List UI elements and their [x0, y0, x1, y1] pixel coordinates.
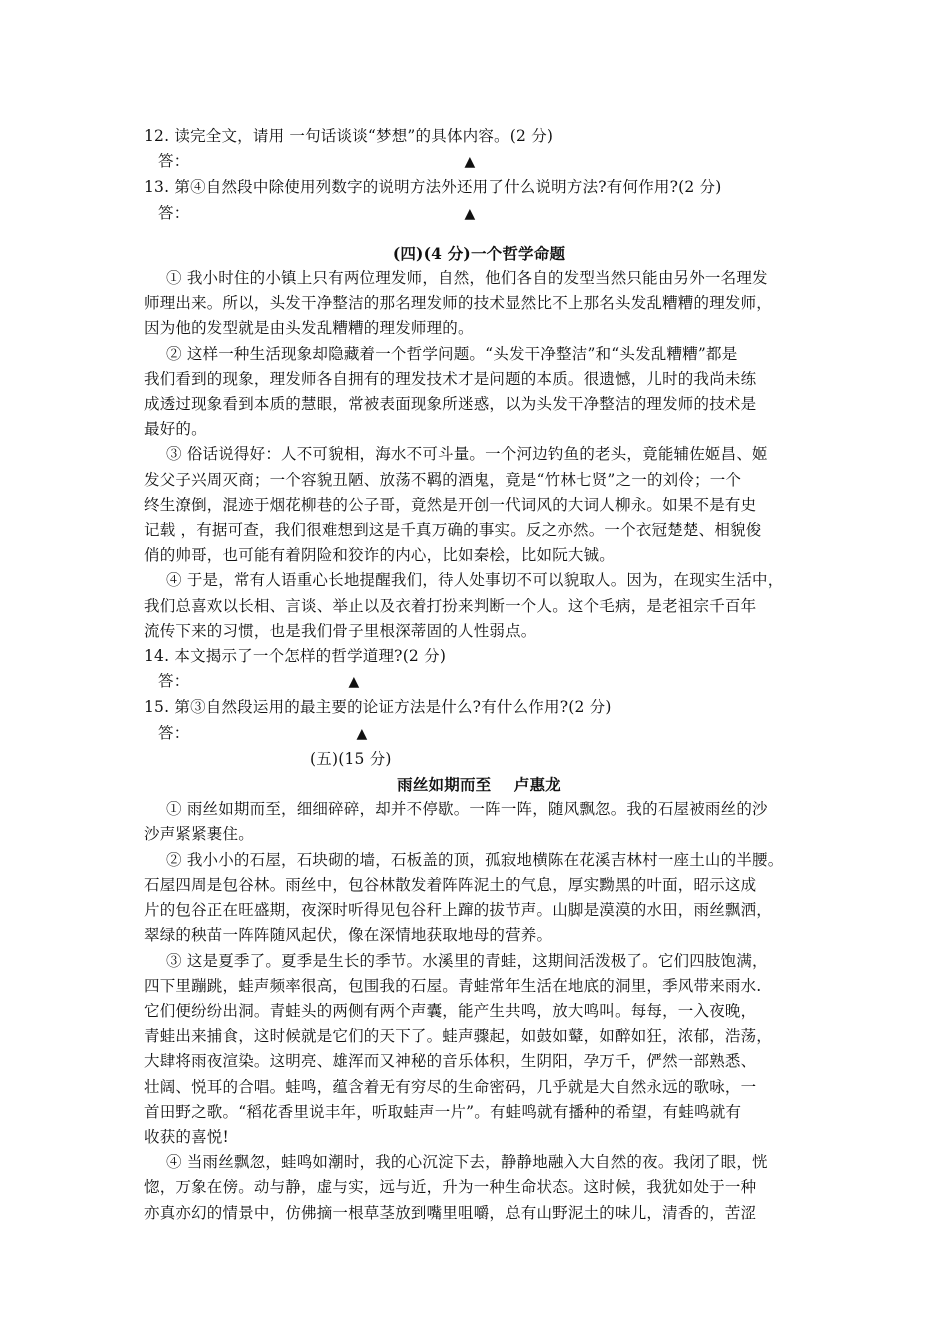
question-13 — [144, 175, 814, 226]
text-line: 师理出来。所以，头发干净整洁的那名理发师的技术显然比不上那名头发乱糟糟的理发师， — [144, 294, 773, 313]
text-line: 俏的帅哥，也可能有着阴险和狡诈的内心，比如秦桧，比如阮大铖。 — [144, 546, 616, 565]
text-line: 因为他的发型就是由头发乱糟糟的理发师理的。 — [144, 319, 474, 338]
text-line: ① 我小时住的小镇上只有两位理发师，自然，他们各自的发型当然只能由另外一名理发 — [166, 269, 768, 288]
s5-paragraph-2 — [144, 848, 814, 949]
text-line: 我们总喜欢以长相、言谈、举止以及衣着打扮来判断一个人。这个毛病，是老祖宗千百年 — [144, 596, 757, 615]
s4-paragraph-3 — [144, 442, 814, 568]
text-line: 终生潦倒，混迹于烟花柳巷的公子哥，竟然是开创一代词风的大词人柳永。如果不是有史 — [144, 495, 757, 514]
answer-label: 答： — [158, 152, 190, 171]
text-line: ④ 当雨丝飘忽，蛙鸣如潮时，我的心沉淀下去，静静地融入大自然的夜。我闭了眼，恍 — [166, 1153, 768, 1172]
answer-label: 答： — [158, 723, 190, 742]
answer-line — [144, 669, 814, 695]
text-line: ④ 于是，常有人语重心长地提醒我们，待人处事切不可以貌取人。因为，在现实生活中， — [166, 571, 784, 590]
question-14 — [144, 644, 814, 695]
answer-marker-icon: ▲ — [348, 674, 360, 691]
question-text: 12. 读完全文，请用 一句话谈谈“梦想”的具体内容。(2 分) — [144, 127, 554, 145]
section-4-title: (四)(4 分)一个哲学命题 — [392, 243, 566, 263]
text-line: 片的包谷正在旺盛期，夜深时听得见包谷秆上蹿的拔节声。山脚是漠漠的水田，雨丝飘洒， — [144, 901, 773, 920]
s5-paragraph-4 — [144, 1150, 814, 1226]
text-line: 壮阔、悦耳的合唱。蛙鸣，蕴含着无有穷尽的生命密码，几乎就是大自然永远的歌咏，一 — [144, 1077, 757, 1096]
text-line: 最好的。 — [144, 420, 207, 439]
text-line: 发父子兴周灭商；一个容貌丑陋、放荡不羁的酒鬼，竟是“竹林七贤”之一的刘伶；一个 — [144, 470, 742, 489]
question-12 — [144, 124, 814, 175]
question-text: 15. 第③自然段运用的最主要的论证方法是什么?有什么作用?(2 分) — [144, 698, 612, 717]
answer-line — [144, 201, 814, 227]
s5-paragraph-3 — [144, 949, 814, 1151]
question-text: 14. 本文揭示了一个怎样的哲学道理?(2 分) — [144, 647, 447, 666]
text-line: ① 雨丝如期而至，细细碎碎，却并不停歇。一阵一阵，随风飘忽。我的石屋被雨丝的沙 — [166, 800, 768, 819]
section-5-title: (五)(15 分) — [310, 749, 392, 768]
s5-paragraph-1 — [144, 797, 814, 847]
answer-marker-icon: ▲ — [356, 725, 368, 742]
text-line: 它们便纷纷出洞。青蛙头的两侧有两个声囊，能产生共鸣，放大鸣叫。每每，一入夜晚， — [144, 1001, 757, 1020]
text-line: 四下里蹦跳，蛙声频率很高，包围我的石屋。青蛙常年生活在地底的洞里，季风带来雨水. — [144, 976, 762, 995]
text-line: 收获的喜悦! — [144, 1127, 229, 1146]
answer-line — [144, 721, 814, 747]
question-text: 13. 第④自然段中除使用列数字的说明方法外还用了什么说明方法?有何作用?(2 分) — [144, 178, 722, 197]
text-line: 我们看到的现象，理发师各自拥有的理发技术才是问题的本质。很遗憾，儿时的我尚未练 — [144, 369, 757, 388]
text-line: 亦真亦幻的情景中，仿佛摘一根草茎放到嘴里咀嚼，总有山野泥土的味儿，清香的，苦涩 — [144, 1203, 757, 1222]
text-line: 青蛙出来捕食，这时候就是它们的天下了。蛙声骤起，如鼓如鼙，如醉如狂，浓郁，浩荡， — [144, 1027, 773, 1046]
essay-title: 雨丝如期而至 卢惠龙 — [397, 775, 561, 795]
text-line: ③ 俗话说得好：人不可貌相，海水不可斗量。一个河边钓鱼的老头，竟能辅佐姬昌、姬 — [166, 445, 768, 464]
s4-paragraph-2 — [144, 342, 814, 443]
text-line: ③ 这是夏季了。夏季是生长的季节。水溪里的青蛙，这期间活泼极了。它们四肢饱满， — [166, 951, 768, 970]
text-line: 惚，万象在傍。动与静，虚与实，远与近，升为一种生命状态。这时候，我犹如处于一种 — [144, 1178, 757, 1197]
text-line: 大肆将雨夜渲染。这明亮、雄浑而又神秘的音乐体积，生阴阳，孕万千，俨然一部熟悉、 — [144, 1052, 757, 1071]
text-line: 翠绿的秧苗一阵阵随风起伏，像在深情地获取地母的营养。 — [144, 926, 553, 945]
text-line: 成透过现象看到本质的慧眼，常被表面现象所迷惑，以为头发干净整洁的理发师的技术是 — [144, 395, 757, 414]
answer-line — [144, 149, 814, 175]
question-15 — [144, 695, 814, 746]
answer-label: 答： — [158, 672, 190, 691]
text-line: ② 这样一种生活现象却隐藏着一个哲学问题。“头发干净整洁”和“头发乱糟糟”都是 — [166, 344, 738, 363]
text-line: 沙声紧紧裹住。 — [144, 825, 254, 844]
text-line: ② 我小小的石屋，石块砌的墙，石板盖的顶，孤寂地横陈在花溪吉林村一座土山的半腰。 — [166, 850, 784, 869]
text-line: 首田野之歌。“稻花香里说丰年，听取蛙声一片”。有蛙鸣就有播种的希望，有蛙鸣就有 — [144, 1102, 742, 1121]
text-line: 流传下来的习惯，也是我们骨子里根深蒂固的人性弱点。 — [144, 621, 537, 640]
answer-marker-icon: ▲ — [464, 154, 476, 171]
answer-marker-icon: ▲ — [464, 205, 476, 222]
document-body — [144, 124, 814, 1226]
s4-paragraph-4 — [144, 568, 814, 644]
answer-label: 答： — [158, 203, 190, 222]
text-line: 石屋四周是包谷林。雨丝中，包谷林散发着阵阵泥土的气息，厚实黝黑的叶面，昭示这成 — [144, 875, 757, 894]
text-line: 记载 ，有据可查，我们很难想到这是千真万确的事实。反之亦然。一个衣冠楚楚、相貌俊 — [144, 521, 762, 540]
s4-paragraph-1 — [144, 266, 814, 342]
